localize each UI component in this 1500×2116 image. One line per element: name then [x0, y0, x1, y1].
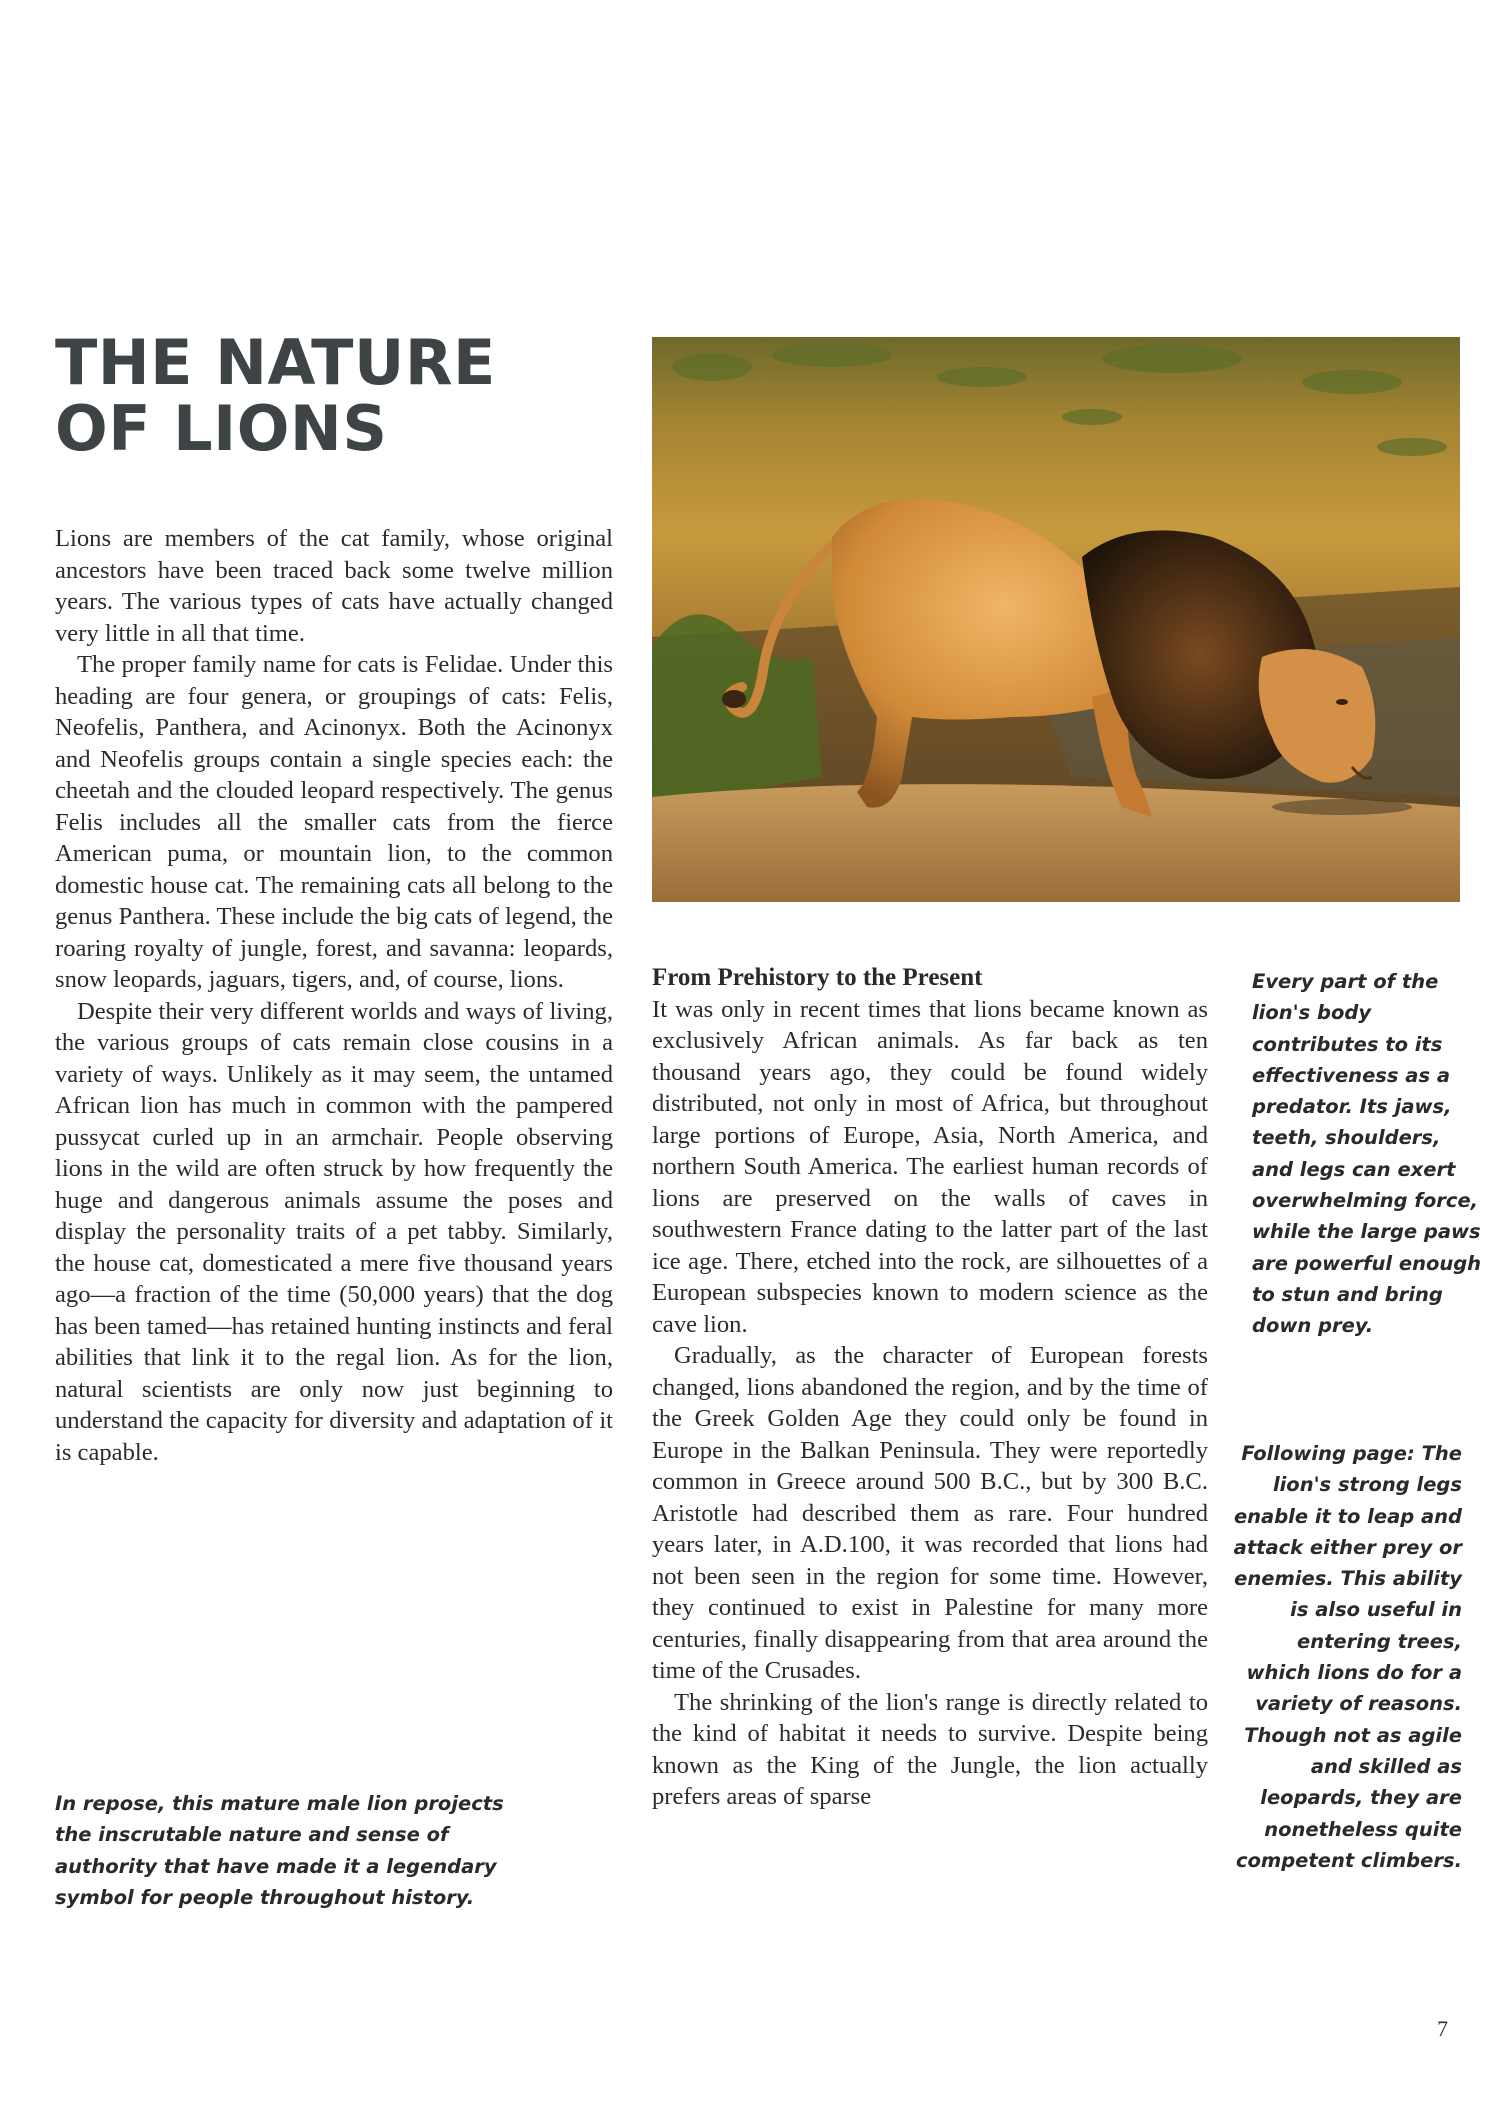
paragraph: The proper family name for cats is Felidae. Under this heading are four genera, or groupings of cats: Felis, Neofelis, Panthera, and Acinonyx. Both the Acinonyx and Neofelis groups contain a single species each: the cheetah and the clouded leopard respectively. The genus Felis includes all the smaller cats from the fierce American puma, or mountain lion, to the common domestic house cat. The remaining cats all belong to the genus Panthera. These include the big cats of legend, the roaring royalty of jungle, forest, and savanna: leopards, snow leopards, jaguars, tigers, and, of course, lions. — [55, 651, 613, 993]
column-1-text — [55, 523, 613, 1468]
page-title — [55, 326, 496, 465]
photo-caption-right-top: Every part of the lion's body contributes to its effectiveness as a predator. Its jaws, teeth, shoulders, and legs can exert overwhelming force, while the large paws are powerful enough to stun and bring down prey. — [1252, 970, 1482, 1338]
photo-caption-right-bottom: Following page: The lion's strong legs enable it to leap and attack either prey or enemies. This ability is also useful in entering trees, which lions do for a variety of reasons. Though not as agile and skilled as leopards, they are nonetheless quite competent climbers. — [1233, 1442, 1462, 1872]
lion-drinking-photo-icon — [652, 337, 1460, 902]
lion-photo — [652, 337, 1460, 902]
paragraph: It was only in recent times that lions became known as exclusively African animals. As far back as ten thousand years ago, they could be found widely distributed, not only in most of Africa, but throughout large portions of Europe, Asia, North America, and northern South America. The earliest human records of lions are preserved on the walls of caves in southwestern France dating to the latter part of the last ice age. There, etched into the rock, are silhouettes of a European subspecies known to modern science as the cave lion. — [652, 995, 1208, 1338]
section-heading: From Prehistory to the Present — [652, 964, 983, 991]
column-2-text — [652, 962, 1208, 1813]
photo-caption-left: In repose, this mature male lion projects the inscrutable nature and sense of authority that have made it a legendary symbol for people throughout history. — [55, 1792, 504, 1909]
paragraph: Lions are members of the cat family, whose original ancestors have been traced back some twelve million years. The various types of cats have actually changed very little in all that time. — [55, 525, 613, 647]
paragraph: Gradually, as the character of European forests changed, lions abandoned the region, and by the time of the Greek Golden Age they could only be found in Europe in the Balkan Peninsula. They were reportedly common in Greece around 500 B.C., but by 300 B.C. Aristotle had described them as rare. Four hundred years later, in A.D.100, it was recorded that lions had not been seen in the region for some time. However, they continued to exist in Palestine for many more centuries, finally disappearing from that area around the time of the Crusades. — [652, 1342, 1208, 1684]
title-line-2: OF LIONS — [55, 392, 388, 465]
paragraph: Despite their very different worlds and ways of living, the various groups of cats remain close cousins in a variety of ways. Unlikely as it may seem, the untamed African lion has much in common with the pampered pussycat curled up in an armchair. People observing lions in the wild are often struck by how frequently the huge and dangerous animals assume the poses and display the personality traits of a pet tabby. Similarly, the house cat, domesticated a mere five thousand years ago—a fraction of the time (50,000 years) that the dog has been tamed—has retained hunting instincts and feral abilities that link it to the regal lion. As for the lion, natural scientists are only now just beginning to understand the capacity for diversity and adaptation of it is capable. — [55, 997, 613, 1466]
title-line-1: THE NATURE — [55, 326, 496, 399]
paragraph: The shrinking of the lion's range is directly related to the kind of habitat it needs to survive. Despite being known as the King of the Jungle, the lion actually prefers areas of sparse — [652, 1688, 1208, 1810]
page-number: 7 — [1437, 2016, 1448, 2041]
